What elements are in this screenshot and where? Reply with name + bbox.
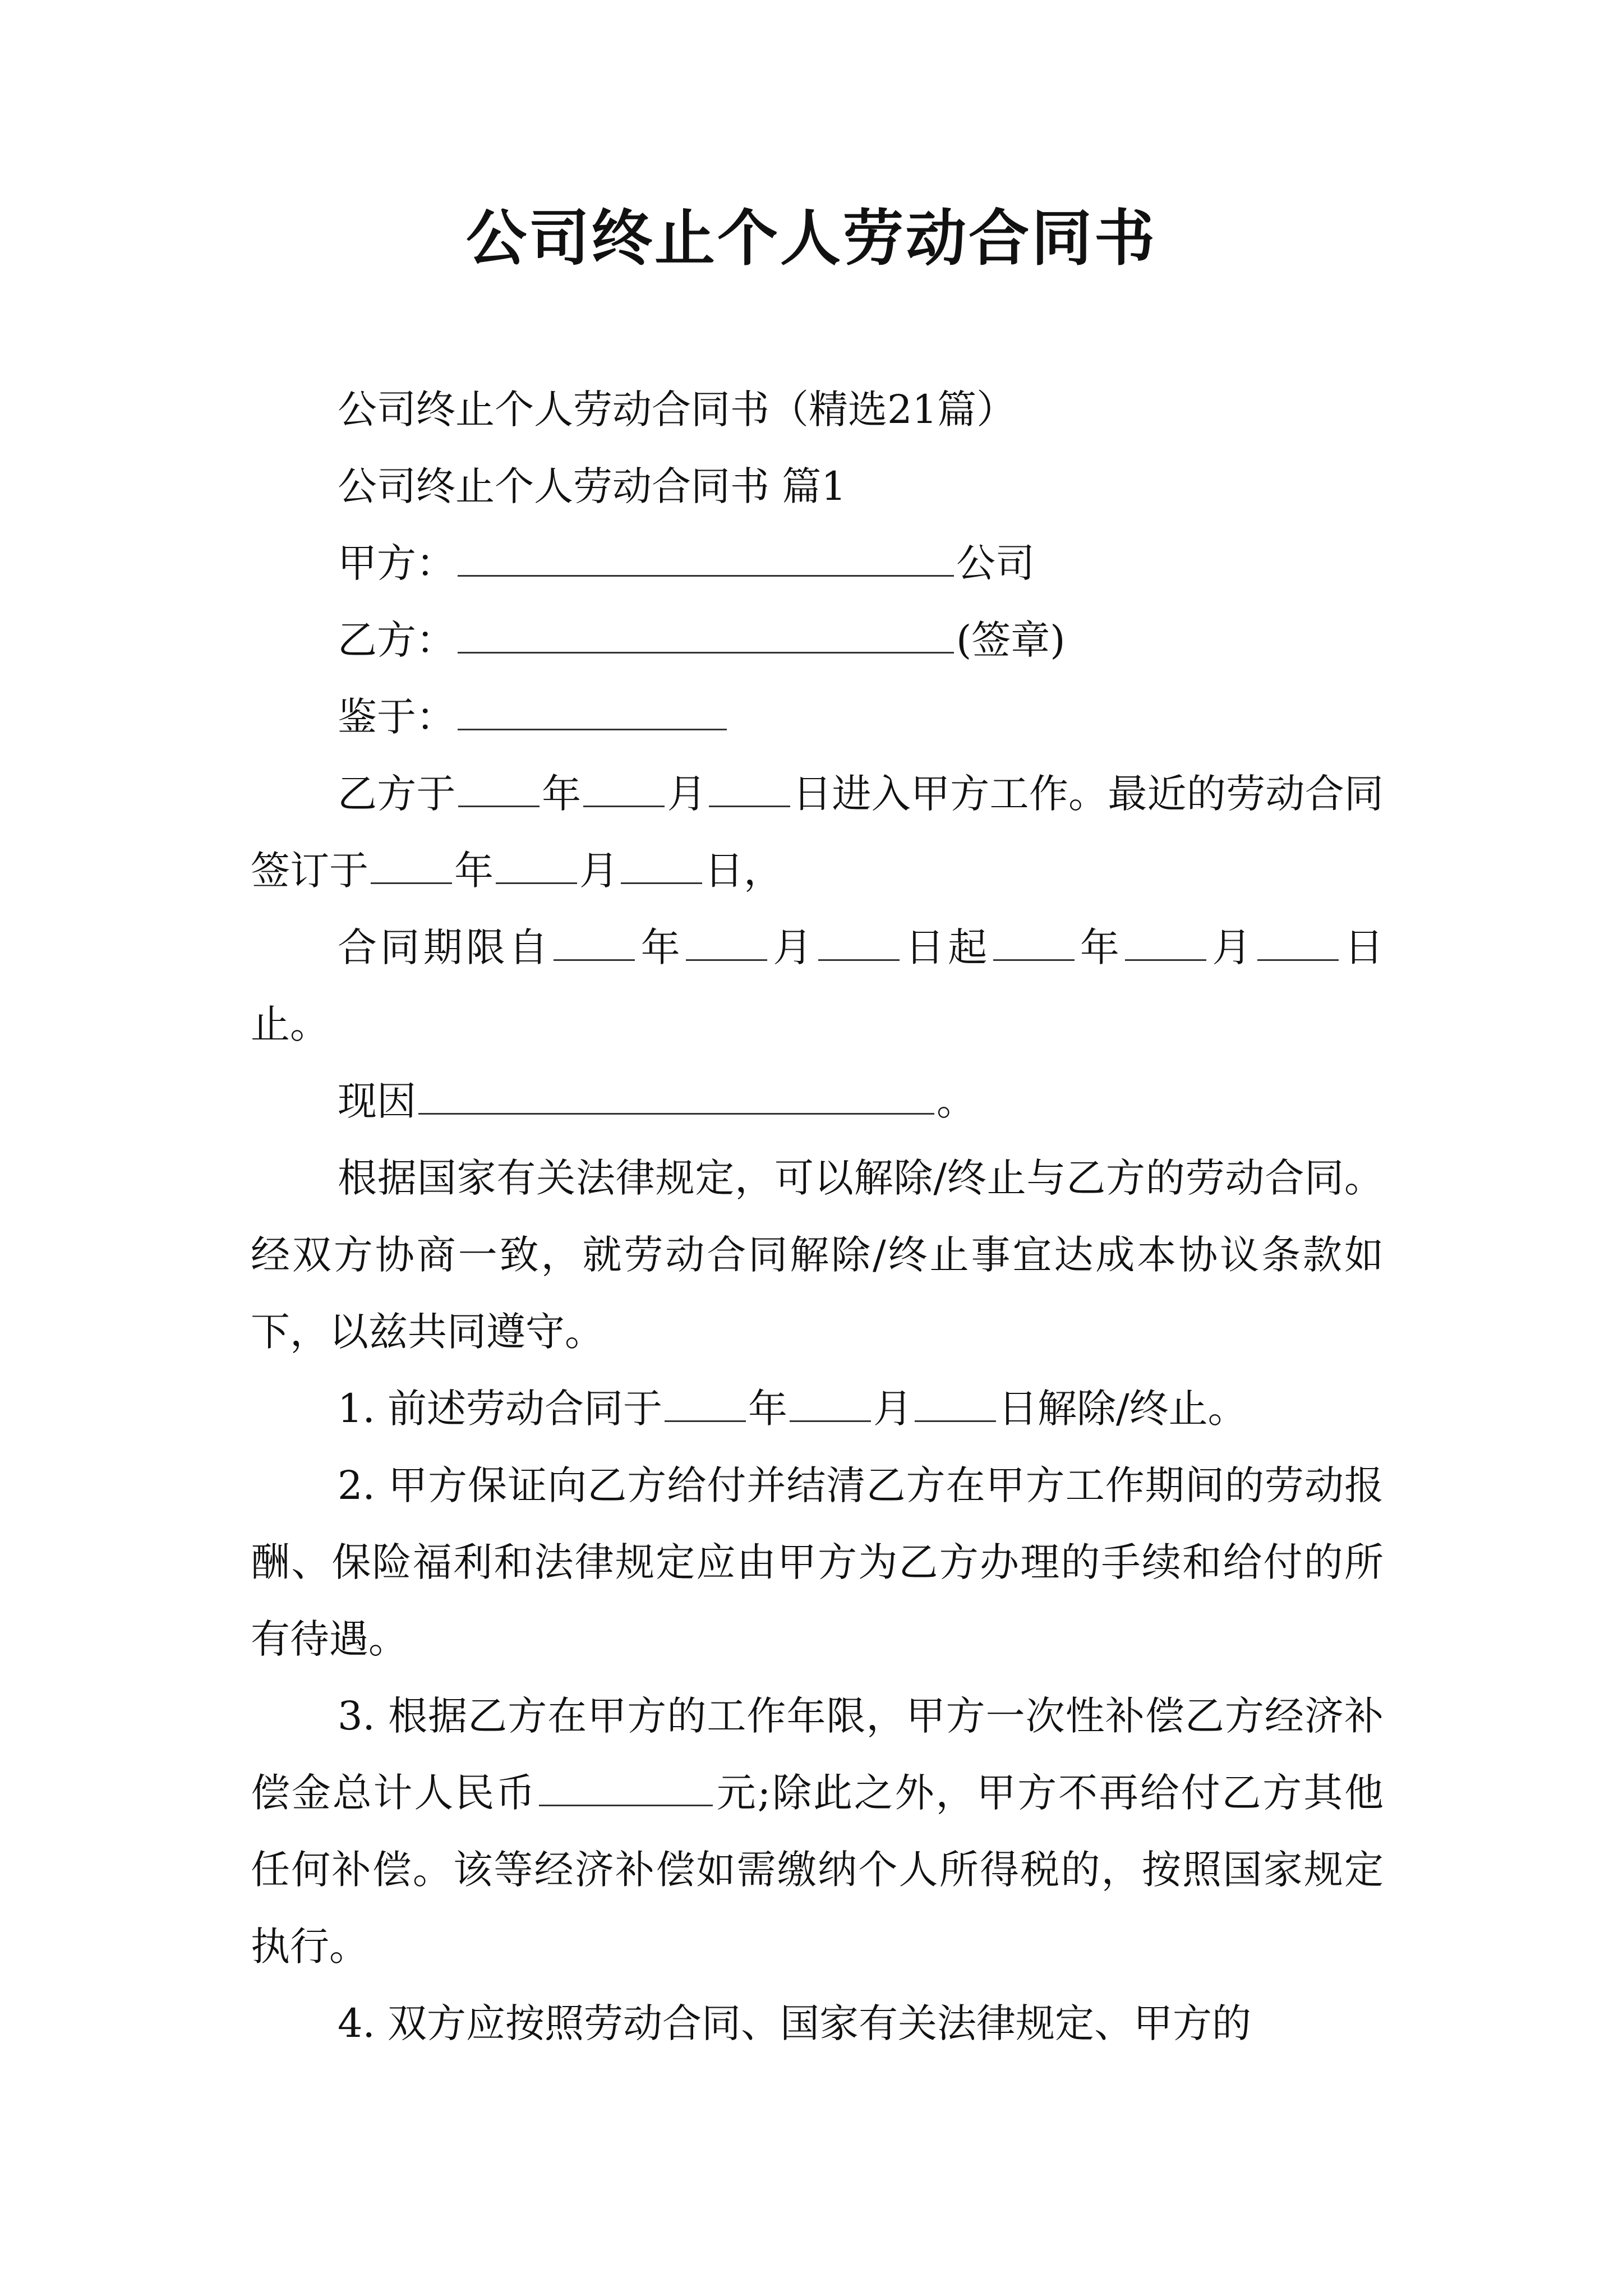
item-1	[251, 1370, 1384, 1447]
party-b-blank	[458, 613, 954, 654]
reason-blank	[418, 1074, 934, 1115]
item1-month-label: 月	[873, 1386, 913, 1432]
sign-day-blank	[621, 843, 702, 884]
whereas-line	[251, 679, 1384, 756]
term-mid: 日起	[901, 924, 991, 970]
term-end: 日止。	[251, 924, 1384, 1047]
sign-year-blank	[371, 843, 452, 884]
party-a-suffix: 公司	[956, 540, 1035, 586]
join-day-blank	[709, 766, 790, 807]
term-start-year-blank	[554, 920, 635, 961]
party-b-line	[251, 602, 1384, 679]
item-4: 4. 双方应按照劳动合同、国家有关法律规定、甲方的	[338, 2000, 1252, 2046]
item1-day-blank	[915, 1381, 996, 1422]
term-end-day-blank	[1257, 920, 1339, 961]
term-start-day-blank	[818, 920, 900, 961]
item-3	[251, 1678, 1384, 1985]
basis-paragraph: 根据国家有关法律规定，可以解除/终止与乙方的劳动合同。经双方协商一致，就劳动合同解除/终止事宜达成本协议条款如下，以兹共同遵守。	[251, 1155, 1384, 1355]
join-prefix: 乙方于	[338, 771, 456, 817]
term-paragraph	[251, 909, 1384, 1063]
party-a-label: 甲方：	[338, 540, 455, 586]
term-end-year-blank	[993, 920, 1075, 961]
document-title: 公司终止个人劳动合同书	[465, 203, 1157, 274]
compensation-amount-blank	[539, 1765, 713, 1806]
reason-line	[251, 1063, 1384, 1140]
party-b-suffix: (签章)	[956, 617, 1066, 663]
item3-suffix: 元;除此之外，甲方不再给付乙方其他任何补偿。该等经济补偿如需缴纳个人所得税的，按照国家规定执行。	[251, 1770, 1384, 1970]
item1-prefix: 1. 前述劳动合同于	[338, 1386, 663, 1432]
join-month-blank	[583, 766, 665, 807]
join-suffix: 日进入甲方工作。最近的劳动合同签订于	[251, 771, 1384, 894]
term-start-month-label: 月	[769, 924, 816, 970]
term-start-month-blank	[686, 920, 767, 961]
term-end-year-label: 年	[1076, 924, 1123, 970]
term-end-month-blank	[1125, 920, 1206, 961]
item3-prefix: 3. 根据乙方在甲方的工作年限，甲方一次性补偿乙方经济补偿金总计人民币	[251, 1693, 1384, 1816]
party-b-label: 乙方：	[338, 617, 455, 663]
sign-month-blank	[496, 843, 577, 884]
item1-month-blank	[790, 1381, 871, 1422]
item1-year-label: 年	[748, 1386, 788, 1432]
party-a-blank	[458, 536, 954, 577]
join-year-label: 年	[541, 771, 582, 817]
sign-month-label: 月	[579, 848, 619, 894]
document-body	[251, 371, 1384, 2062]
term-start-year-label: 年	[637, 924, 684, 970]
join-year-blank	[458, 766, 540, 807]
whereas-blank	[458, 689, 727, 730]
reason-end: 。	[937, 1078, 976, 1124]
sign-year-label: 年	[454, 848, 494, 894]
join-end: 日，	[704, 848, 783, 894]
reason-prefix: 现因	[338, 1078, 416, 1124]
subtitle: 公司终止个人劳动合同书（精选21篇）	[338, 386, 1016, 432]
term-prefix: 合同期限自	[338, 924, 552, 970]
item-2: 2. 甲方保证向乙方给付并结清乙方在甲方工作期间的劳动报酬、保险福利和法律规定应由甲方为乙方办理的手续和给付的所有待遇。	[251, 1462, 1384, 1662]
item1-year-blank	[665, 1381, 746, 1422]
join-month-label: 月	[667, 771, 707, 817]
term-end-month-label: 月	[1209, 924, 1255, 970]
item1-end: 日解除/终止。	[998, 1386, 1247, 1432]
whereas-label: 鉴于：	[338, 694, 455, 740]
party-a-line	[251, 525, 1384, 602]
join-paragraph	[251, 756, 1384, 909]
section-heading: 公司终止个人劳动合同书 篇1	[338, 463, 846, 509]
